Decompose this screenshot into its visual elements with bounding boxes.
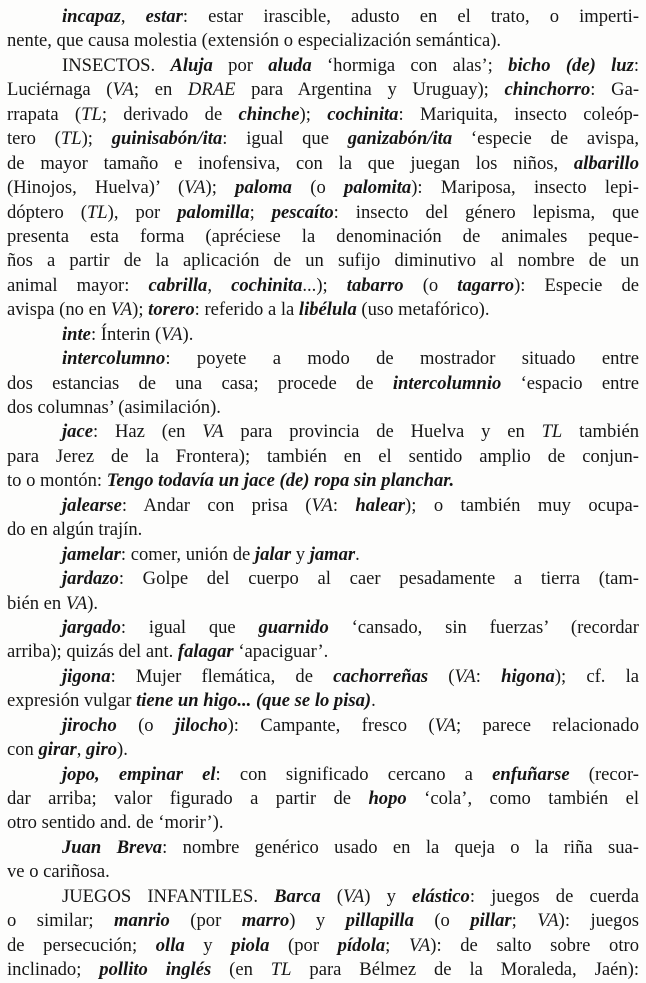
text-run: VA [184, 177, 206, 199]
text-run: ) y [364, 885, 412, 907]
text-run: ganizabón/ita [347, 128, 453, 150]
text-line [7, 420, 639, 444]
text-run: VA [202, 421, 224, 443]
text-run: : [475, 665, 502, 687]
text-line [7, 665, 639, 689]
text-run: TL [541, 421, 563, 443]
dictionary-text [7, 5, 639, 983]
text-line [7, 372, 639, 396]
text-run: por [212, 54, 269, 76]
text-line [7, 811, 639, 835]
text-run: para Argentina y Uruguay); [235, 79, 505, 101]
text-run: TL [86, 201, 108, 223]
text-run: : Ga- [590, 79, 640, 101]
text-run: : con significado cercano a [215, 763, 493, 785]
text-run: , [207, 274, 232, 296]
text-run: para Bélmez de la Moraleda, Jaén): [291, 959, 639, 981]
text-run: jalearse [62, 494, 122, 516]
text-run: VA [454, 665, 476, 687]
text-line [7, 201, 639, 225]
text-run: dar arriba; valor figurado a partir de [7, 788, 369, 809]
text-run: ); [132, 299, 149, 321]
text-run: enfuñarse [492, 763, 570, 785]
text-run: ): de salto sobre otro [430, 934, 639, 956]
text-run: y [291, 543, 310, 565]
text-line [7, 152, 639, 176]
text-line [7, 78, 639, 102]
text-run: dos columnas’ (asimilación). [7, 397, 221, 418]
text-run: INSECTOS. [62, 54, 171, 76]
text-line [7, 494, 639, 518]
text-run: : [633, 54, 639, 76]
text-run: palomilla [177, 201, 250, 223]
text-run: : referido a la [194, 299, 299, 321]
text-run: de mayor tamaño e inofensiva, con la que juegan los niños, [7, 152, 574, 174]
text-run: albarillo [573, 152, 639, 174]
text-run: o similar; [7, 910, 115, 932]
text-run: jace [62, 421, 93, 443]
text-run: VA [112, 79, 134, 101]
text-run: ); [205, 177, 236, 199]
text-run: ; [511, 910, 538, 932]
text-run: torero [148, 299, 195, 321]
text-run: bién en [7, 592, 66, 614]
text-line [7, 909, 639, 933]
text-run: VA [408, 934, 431, 956]
text-run: para Jerez de la Frontera); también en el sentido amplio de conjun- [7, 445, 639, 467]
text-run: jargado [62, 616, 121, 638]
text-run: jalar [254, 543, 292, 565]
text-run: jirocho [62, 714, 117, 736]
text-run: ): Campante, fresco ( [227, 714, 435, 736]
text-run: ): Mariposa, insecto lepi- [411, 177, 639, 199]
text-run: Juan Breva [62, 836, 163, 858]
text-run: ) y [289, 910, 346, 932]
text-run: : juegos de cuerda [469, 885, 639, 907]
text-run: piola [231, 934, 270, 956]
text-line [7, 225, 639, 249]
text-run: (o [291, 177, 345, 199]
text-run: dos estancias de una casa; procede de [7, 372, 393, 394]
text-run: VA [537, 910, 559, 932]
text-line [7, 934, 639, 958]
text-run: cabrilla [148, 274, 208, 296]
text-run: ( [428, 665, 455, 687]
text-run: tabarro [346, 274, 404, 296]
text-run: jilocho [174, 714, 228, 736]
text-run: : Mariquita, insecto coleóp- [398, 103, 639, 125]
text-run: de persecución; [7, 934, 156, 956]
text-run: olla [155, 934, 185, 956]
text-run: ños a partir de la aplicación de un sufijo diminutivo al nombre de un [7, 250, 639, 272]
text-run: , [76, 739, 87, 761]
text-line [7, 787, 639, 811]
text-run: (o [116, 714, 175, 736]
text-run: (o [403, 274, 458, 296]
text-run: expresión vulgar [7, 690, 137, 712]
text-run: cochinita [327, 103, 399, 125]
text-line [7, 567, 639, 591]
text-run: ): Especie de [514, 274, 640, 296]
text-run: ). [117, 739, 128, 761]
text-run: elástico [412, 885, 470, 907]
text-run: pollito inglés [99, 959, 212, 981]
text-run: ‘apaciguar’. [233, 641, 329, 663]
text-run: inclinado; [7, 959, 100, 981]
text-run: cachorreñas [333, 665, 429, 687]
text-run: chinche [238, 103, 300, 125]
text-run: : poyete a modo de mostrador situado entre [165, 348, 639, 370]
text-run: : insecto del género lepisma, que [333, 201, 639, 223]
text-run: : Mujer flemática, de [110, 665, 334, 687]
text-run: ...); [302, 274, 347, 296]
text-run: guarnido [258, 616, 329, 638]
text-run: tagarro [457, 274, 515, 296]
text-run: TL [81, 103, 102, 125]
text-line [7, 396, 639, 420]
text-run: rrapata ( [7, 103, 82, 125]
text-run: jigona [62, 665, 111, 687]
text-run: , [120, 6, 146, 27]
text-run: arriba); quizás del ant. [7, 641, 178, 663]
text-run: (por [169, 910, 242, 932]
text-line [7, 323, 639, 347]
text-run: palomita [344, 177, 412, 199]
text-run: VA [311, 494, 333, 516]
text-run: VA [342, 885, 365, 907]
text-run: paloma [235, 177, 292, 199]
text-line [7, 469, 639, 493]
text-run: : Haz (en [92, 421, 203, 443]
text-run: : Andar con prisa ( [121, 494, 312, 516]
text-run: : nombre genérico usado en la queja o la riña sua- [162, 836, 639, 858]
text-run: jamar [309, 543, 356, 565]
text-run: intercolumno [62, 348, 166, 370]
text-line [7, 714, 639, 738]
text-run: falagar [177, 641, 234, 663]
text-line [7, 5, 639, 29]
text-run: jopo, empinar el [62, 763, 216, 785]
text-run: ; [385, 934, 409, 956]
text-run: inte [62, 323, 91, 345]
text-run: ); cf. la [554, 665, 639, 687]
text-run: pídola [337, 934, 386, 956]
text-run: pillapilla [345, 910, 414, 932]
text-line [7, 689, 639, 713]
text-run: ; parece relacionado [455, 714, 639, 736]
text-run: Barca [274, 885, 321, 907]
text-run: intercolumnio [392, 372, 502, 394]
text-run: : Golpe del cuerpo al caer pesadamente a tierra (tam- [118, 568, 639, 590]
text-line [7, 860, 639, 884]
text-run: pescaíto [271, 201, 334, 223]
text-run: Luciérnaga ( [7, 79, 113, 101]
text-run: ‘cola’, como también el [406, 788, 640, 809]
text-run: para provincia de Huelva y en [223, 421, 542, 443]
text-run: VA [161, 323, 183, 345]
text-run: ; en [133, 79, 188, 101]
text-run: halear [355, 494, 406, 516]
text-run: ); o también muy ocupa- [405, 494, 639, 516]
text-run: ‘especie de avispa, [452, 128, 640, 150]
text-run: manrio [114, 910, 170, 932]
text-run: jamelar [62, 543, 121, 565]
text-run: (Hinojos, Huelva)’ ( [7, 177, 185, 199]
text-line [7, 885, 639, 909]
text-run: cochinita [231, 274, 303, 296]
text-run: ): juegos [558, 910, 639, 932]
text-line [7, 592, 639, 616]
text-run: incapaz [62, 6, 121, 27]
text-run: : igual que [222, 128, 348, 150]
text-run: ); [81, 128, 112, 150]
text-run: ), por [107, 201, 178, 223]
text-run: DRAE [187, 79, 236, 101]
text-run: ; [249, 201, 272, 223]
text-line [7, 445, 639, 469]
text-run: tero ( [7, 128, 61, 150]
text-run: TL [60, 128, 82, 150]
text-run: tiene un higo... (que se lo pisa) [136, 690, 372, 712]
text-line [7, 249, 639, 273]
text-run: ; derivado de [101, 103, 239, 125]
text-run: aluda [268, 54, 312, 76]
text-run: ( [320, 885, 343, 907]
text-line [7, 274, 639, 298]
text-run: ve o cariñosa. [7, 861, 110, 883]
text-line [7, 738, 639, 762]
text-line [7, 176, 639, 200]
text-run: hopo [368, 788, 407, 809]
text-run: con [7, 739, 39, 761]
text-run: (o [413, 910, 471, 932]
text-run: dóptero ( [7, 201, 87, 223]
text-run: : comer, unión de [120, 543, 255, 565]
text-run: ). [182, 323, 194, 345]
text-run: ); [299, 103, 328, 125]
text-line [7, 763, 639, 787]
text-run: : [332, 494, 356, 516]
text-line [7, 616, 639, 640]
text-line [7, 543, 639, 567]
text-run: VA [434, 714, 456, 736]
text-run: jardazo [62, 568, 119, 590]
text-run: do en algún trajín. [7, 519, 143, 541]
text-run: avispa (no en [7, 299, 111, 321]
text-line [7, 127, 639, 151]
text-line [7, 836, 639, 860]
text-line [7, 518, 639, 542]
text-run: presenta esta forma (apréciese la denominación de animales peque- [7, 225, 639, 247]
text-run: nente, que causa molestia (extensión o especialización semántica). [7, 30, 502, 52]
text-run: chinchorro [504, 79, 591, 101]
text-run: ‘cansado, sin fuerzas’ (recordar [328, 616, 639, 638]
text-line [7, 103, 639, 127]
text-run: libélula [298, 299, 357, 321]
text-run: bicho (de) luz [508, 54, 634, 76]
text-run: JUEGOS INFANTILES. [62, 885, 275, 907]
text-run: to o montón: [7, 470, 107, 492]
text-run: también [562, 421, 639, 443]
text-run: pillar [470, 910, 512, 932]
text-run: ‘espacio entre [501, 372, 639, 394]
text-run: . [371, 690, 376, 712]
text-run: Tengo todavía un jace (de) ropa sin planchar. [106, 470, 455, 492]
text-run: : Ínterin ( [90, 323, 162, 345]
text-run: giro [86, 739, 118, 761]
text-line [7, 298, 639, 322]
text-line [7, 347, 639, 371]
text-run: TL [270, 959, 292, 981]
text-run: (uso metafórico). [356, 299, 490, 321]
text-run: (en [211, 959, 271, 981]
text-run: ‘hormiga con alas’; [311, 54, 509, 76]
text-line [7, 29, 639, 53]
text-run: estar [145, 6, 183, 27]
text-run: VA [110, 299, 133, 321]
text-run: : igual que [120, 616, 259, 638]
text-line [7, 958, 639, 982]
text-run: . [355, 543, 360, 565]
text-line [7, 54, 639, 78]
text-run: Aluja [170, 54, 213, 76]
text-run: otro sentido and. de ‘morir’). [7, 812, 224, 834]
text-run: guinisabón/ita [111, 128, 223, 150]
text-run: : estar irascible, adusto en el trato, o imperti- [182, 6, 640, 27]
text-run: ). [87, 592, 99, 614]
text-run: higona [501, 665, 555, 687]
text-run: y [184, 934, 232, 956]
text-run: marro [241, 910, 290, 932]
text-run: (por [269, 934, 338, 956]
text-run: (recor- [569, 763, 639, 785]
text-run: girar [38, 739, 77, 761]
text-run: VA [65, 592, 88, 614]
text-run: animal mayor: [7, 274, 149, 296]
text-line [7, 640, 639, 664]
